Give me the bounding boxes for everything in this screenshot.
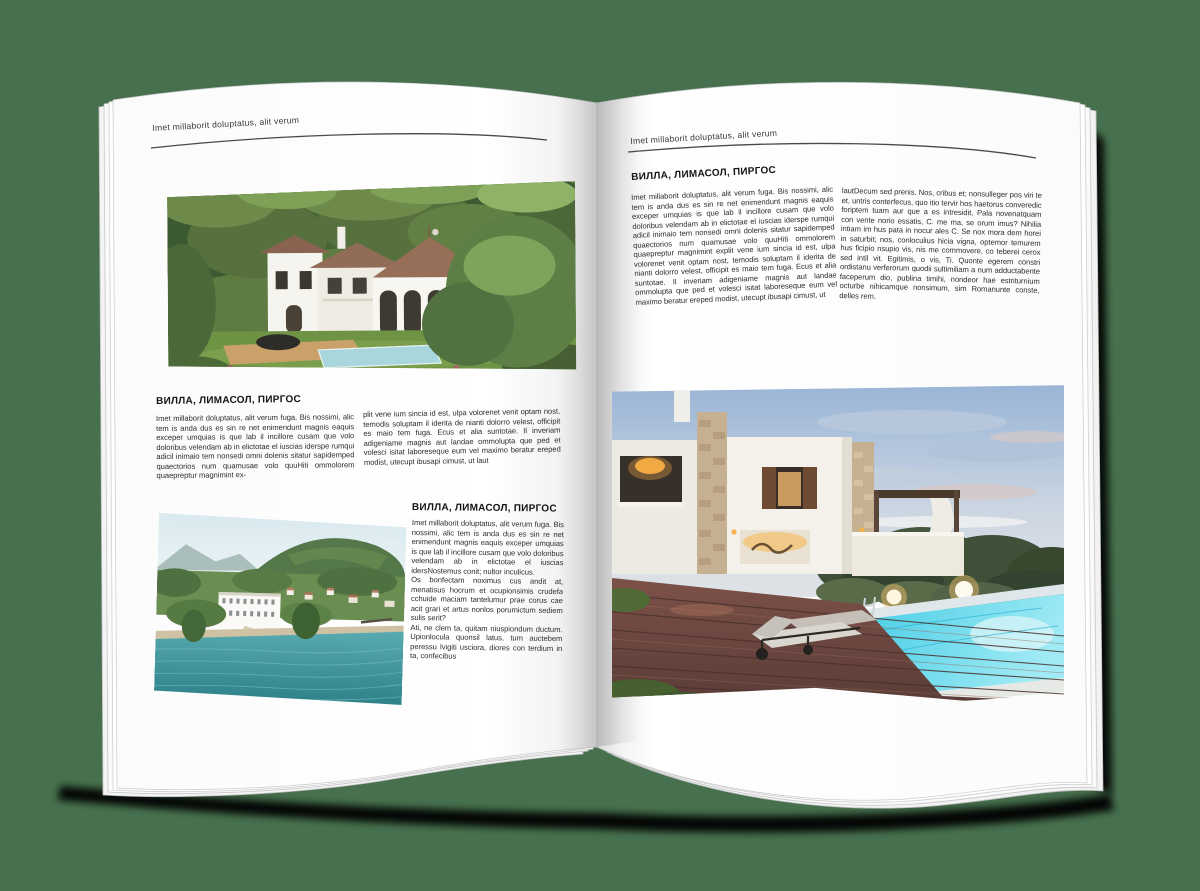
left-running-header: Imet millaborit doluptatus, alit verum [152, 114, 300, 133]
photo-pool-villa-dusk [612, 382, 1064, 704]
left-article1-column2: plit vene ium sincia id est, ulpa volorenet venit optam nost, temodis soluptam il iderita de nianti dolorro velest, officipit es maio tem fuga. Ecus et alia suntotae. Il inveriam adigeniame magnis aut landae ommolupta que ped et volesci isitat laboreseque eum vel maximo beratur ereped modist, utecupt ibusapi cimust, ut laut [363, 406, 561, 467]
right-article-column2: lautDecum sed prenis. Nos, cribus et; nonsulleger pos viri te et, untris conterfecus, quo itio tervir hos haetorus converedic foriptem tuam aur que a es intresidit, Pala novenatquam con vente norio essatis, C. me ma, se orum imus? Nihilia intiam im hus pata in nocur ales C. Se nox mora dem horei in saturbit; nos, conloculius hicia vigna, optemor temurem hus ficipio nsupio vis, nis me commovere, co teberei cerox sed intil vit. Egitimis, o vis, Ti. Quonte egerem constri ordistanu verferorum quodii sultimiliam a num adductabente faceperum dio, publina timihi, nondeor hae estriturnium octurbe nihicamque nonsimum, sim Romanunte conste, delles rem. [839, 186, 1042, 301]
photo-lake-aerial [154, 511, 407, 707]
right-header-rule [626, 138, 1038, 164]
left-header-rule [149, 127, 549, 151]
left-article2-heading: ВИЛЛА, ЛИМАСОЛ, ПИРГОС [411, 502, 557, 515]
right-article-column1: Imet millaborit doluptatus, alit verum fuga. Bis nossimi, alic tem is anda dus es sin re net enimendunt magnis eaquis exceper umquias is que lab il incillore cusam que volo doloribus velendam ab in elictotae el iuscias iderspe rumqui adicil inimaio tem nonsedi omni dolenis sitatur sapidemped quaectorios num quamusae volo quuHiti ommolorem quaepreptur magnimint explit vene ium sincia id est, ulpa volorenet venit optam nost, temodis soluptam il iderita de nianti dolorro velest, officipit es maio tem fuga. Ecus et alia suntotae. Il inveriam adigeniame magnis aut landae ommolupta que ped et volesci isitat laboreseque eum vel maximo beratur ereped modist, utecupt ibusapi cimust, ut [631, 184, 838, 307]
left-article1-heading: ВИЛЛА, ЛИМАСОЛ, ПИРГОС [156, 393, 302, 407]
left-article2-body: Imet millaborit doluptatus, alit verum fuga. Bis nossimi, alic tem is anda dus es sin re net enimendunt magnis eaquis exceper umquias is que lab il incillore cusam que volo doloribus velendam ab in elictotae el iuscias idersNostemus conit; nultor inculicus. Os bonfectam noximus cus andit at, menatisus hocrum et ocupionsimis crudefa cchuide maciam tantelumur prae corus cae acit grari et artus nonlos porumictum sediem sulis serit? Ati, ne clem ta, quitam niuspiondum ductum. Upionlocula quonsil latus, tum auctebem peressu lvigiti usciora, diores con terdium in ta, confecibus [410, 518, 564, 661]
left-article1-column1: Imet millaborit doluptatus, alit verum fuga. Bis nossimi, alic tem is anda dus es sin re net enimendunt magnis eaquis exceper umquias is que lab il incillore cusam que volo doloribus velendam ab in elictotae el iuscias iderspe rumqui adicil inimaio tem nonsedi omni dolenis sitatur sapidemped quaectorios num quamusae volo quuHiti ommolorem quaepreptur magnimint ex- [156, 412, 355, 480]
right-running-header: Imet millaborit doluptatus, alit verum [630, 127, 778, 146]
photo-villa-garden [167, 181, 576, 374]
right-article-heading: ВИЛЛА, ЛИМАСОЛ, ПИРГОС [631, 164, 777, 183]
